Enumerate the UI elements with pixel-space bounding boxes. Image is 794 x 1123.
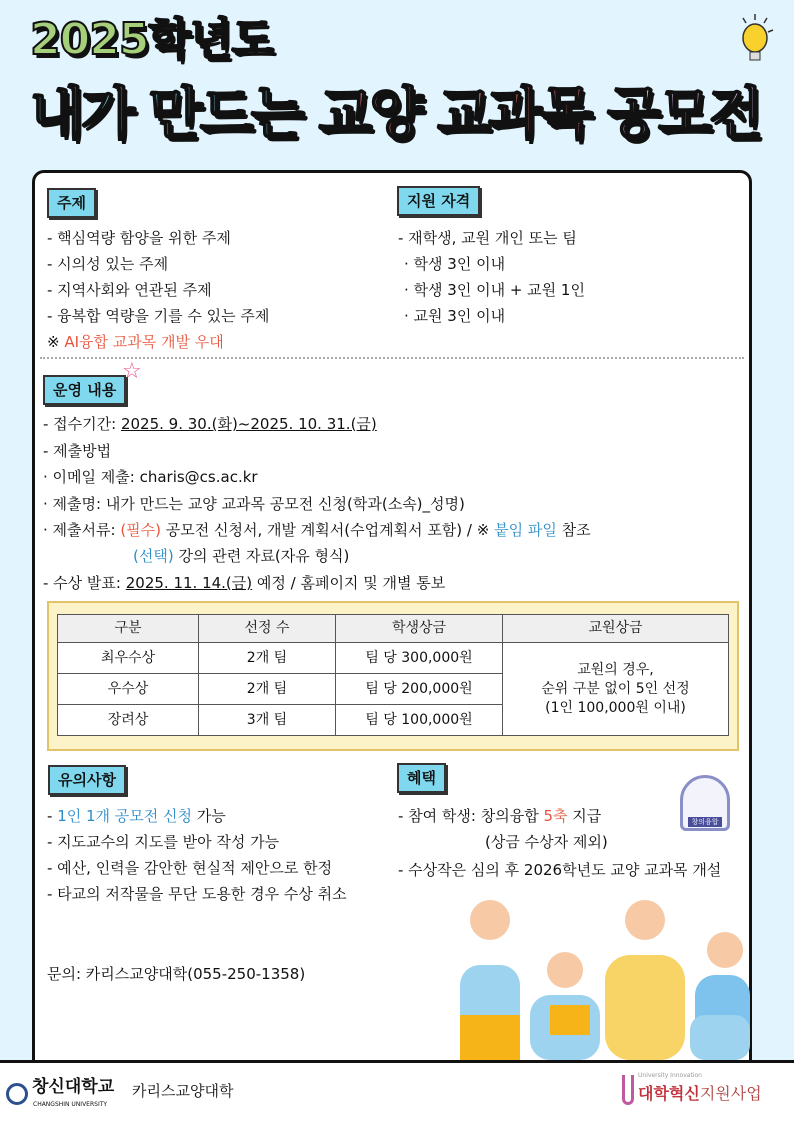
benefit-item (398, 806, 601, 826)
benefit-suffix: 지급 (567, 807, 602, 825)
footer (0, 1060, 794, 1123)
topic-item: - 시의성 있는 주제 (47, 255, 169, 273)
period-value: 2025. 9. 30.(화)~2025. 10. 31.(금) (120, 415, 377, 433)
benefit-note: (상금 수상자 제외) (485, 833, 608, 851)
notice-label: 유의사항 (48, 765, 126, 795)
announce-suffix: 예정 / 홈페이지 및 개별 통보 (252, 574, 446, 592)
lightbulb-icon (735, 12, 775, 72)
cell: 장려상 (58, 705, 199, 736)
divider (40, 357, 744, 359)
announce-label: - 수상 발표: (43, 574, 126, 592)
program-rest: 지원사업 (699, 1084, 762, 1103)
title-part3: 공모전 (606, 82, 761, 147)
header-cell: 학생상금 (336, 615, 503, 643)
submission-name: · 제출명: 내가 만드는 교양 교과목 공모전 신청(학과(소속)_성명) (43, 495, 465, 513)
badge-label: 창의융합 (688, 817, 721, 827)
faculty-note-cell (503, 643, 729, 736)
cell: 2개 팀 (199, 643, 336, 674)
notice-item: - 예산, 인력을 감안한 현실적 제안으로 한정 (47, 859, 333, 877)
method: - 제출방법 (43, 442, 112, 460)
people-illustration (450, 895, 750, 1060)
eligibility-item: · 학생 3인 이내 (404, 255, 506, 273)
docs-label: · 제출서류: (43, 521, 121, 539)
notice-item: - 타교의 저작물을 무단 도용한 경우 수상 취소 (47, 885, 347, 903)
email[interactable]: · 이메일 제출: charis@cs.ac.kr (43, 468, 258, 486)
notice-suffix: 가능 (192, 807, 226, 825)
notice-item: - 1인 1개 공모전 신청 가능 (47, 807, 226, 825)
attachment-suffix: 참조 (556, 521, 591, 539)
cell: 최우수상 (58, 643, 199, 674)
required-text: 공모전 신청서, 개발 계획서(수업계획서 포함) / ※ (161, 521, 495, 539)
benefit-highlight: 5축 (543, 807, 568, 825)
benefit-prefix: - 참여 학생: 창의융합 (398, 807, 544, 825)
attachment-link: 붙임 파일 (494, 521, 557, 539)
eligibility-item: - 재학생, 교원 개인 또는 팀 (398, 229, 577, 247)
title-part1: 내가 만드는 (30, 82, 302, 147)
cell: 팀 당 300,000원 (336, 643, 503, 674)
header-cell: 선정 수 (199, 615, 336, 643)
cell: 우수상 (58, 674, 199, 705)
period (43, 414, 377, 434)
program-small: University Innovation (638, 1072, 702, 1079)
cell: 3개 팀 (199, 705, 336, 736)
university-name: 창신대학교 (32, 1077, 115, 1097)
announce-date: 2025. 11. 14.(금) (125, 574, 253, 592)
program-highlight: 대학혁신 (638, 1084, 700, 1103)
topic-note (47, 332, 224, 352)
star-icon: ☆ (122, 359, 142, 384)
prize-table-box (47, 601, 739, 751)
eligibility-item: · 교원 3인 이내 (404, 307, 506, 325)
topic-label: 주제 (47, 188, 96, 218)
title-main (30, 82, 760, 148)
university-logo (6, 1083, 28, 1105)
required-tag: (필수) (120, 521, 162, 539)
faculty-note: 순위 구분 없이 5인 선정 (541, 680, 690, 697)
optional-text: 강의 관련 자료(자유 형식) (173, 547, 350, 565)
title-part2: 교양 교과목 (318, 82, 591, 147)
cell: 팀 당 100,000원 (336, 705, 503, 736)
announcement (43, 573, 445, 593)
cell: 팀 당 200,000원 (336, 674, 503, 705)
topic-item: - 융복합 역량을 기를 수 있는 주제 (47, 307, 270, 325)
header-cell: 구분 (58, 615, 199, 643)
table-header-row (58, 615, 729, 643)
notice-item: - 지도교수의 지도를 받아 작성 가능 (47, 833, 280, 851)
optional-docs (133, 546, 349, 566)
header-cell: 교원상금 (503, 615, 729, 643)
program-logo-icon (622, 1075, 634, 1105)
contact: 문의: 카리스교양대학(055-250-1358) (47, 965, 306, 983)
eligibility-label: 지원 자격 (397, 186, 480, 216)
note-mark: ※ (47, 333, 65, 351)
operation-label: 운영 내용 (43, 375, 126, 405)
documents (43, 520, 591, 540)
university-name-en: CHANGSHIN UNIVERSITY (33, 1101, 108, 1108)
cell: 2개 팀 (199, 674, 336, 705)
faculty-note: 교원의 경우, (577, 661, 654, 678)
faculty-note: (1인 100,000원 이내) (545, 699, 686, 716)
college-name: 카리스교양대학 (132, 1082, 234, 1100)
period-label: - 접수기간: (43, 415, 121, 433)
table-row (58, 643, 729, 674)
prize-table (57, 614, 729, 736)
benefit-label: 혜택 (397, 763, 446, 793)
optional-tag: (선택) (133, 547, 174, 565)
benefit-item: - 수상작은 심의 후 2026학년도 교양 교과목 개설 (398, 861, 722, 879)
program-name (638, 1083, 762, 1104)
badge-icon (680, 775, 730, 831)
title-year: 2025학년도 (30, 14, 273, 65)
topic-item: - 핵심역량 함양을 위한 주제 (47, 229, 231, 247)
notice-highlight: 1인 1개 공모전 신청 (57, 807, 193, 825)
topic-item: - 지역사회와 연관된 주제 (47, 281, 212, 299)
eligibility-item: · 학생 3인 이내 + 교원 1인 (404, 281, 585, 299)
ai-preference: AI융합 교과목 개발 우대 (64, 333, 224, 351)
